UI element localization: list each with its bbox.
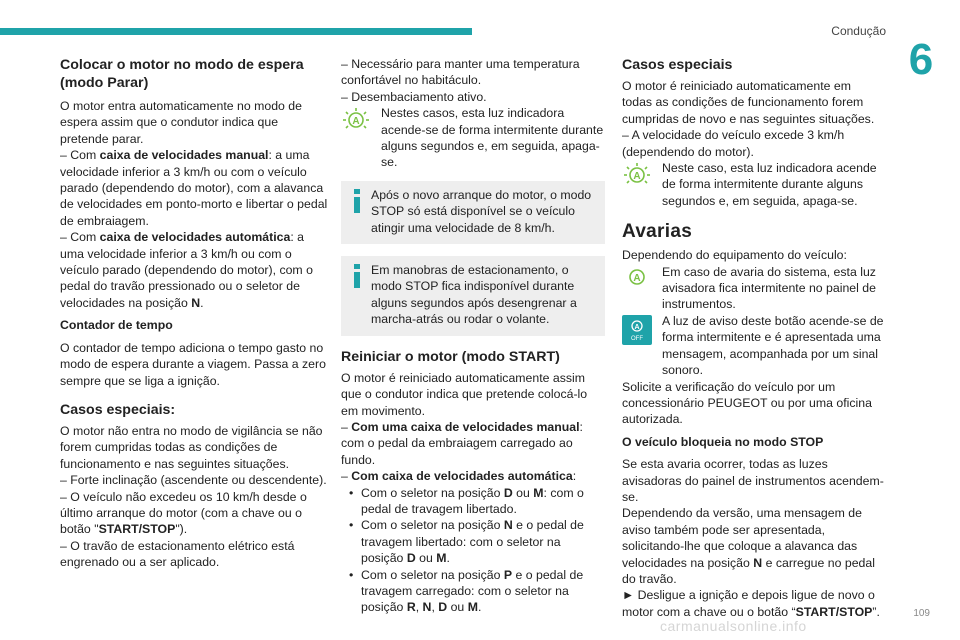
paragraph-time-counter: O contador de tempo adiciona o tempo gasto no modo de espera durante a viagem. Passa a zero sempre que se liga a ignição. (60, 340, 326, 388)
indicator-note-1: A Nestes casos, esta luz indicadora acende-se de forma intermitente durante alguns segundos e, em seguida, apaga-se. (341, 105, 605, 171)
svg-text:A: A (352, 116, 360, 128)
heading-restart: Reiniciar o motor (modo START) (341, 348, 560, 365)
svg-text:A: A (633, 272, 641, 284)
svg-text:A: A (634, 323, 640, 331)
section-title: Condução (831, 24, 886, 38)
paragraph-equipment: Dependendo do equipamento do veículo: (622, 248, 847, 263)
column-2 (341, 56, 605, 616)
paragraph-restart-conditions: O motor é reiniciado automaticamente em todas as condições de funcionamento forem cumpridas de novo e nas seguintes situações. (622, 79, 875, 126)
restart-manual: – Com uma caixa de velocidades manual: com o pedal da embraiagem carregado ao fundo. (341, 419, 583, 467)
auto-a-indicator-icon (341, 107, 371, 135)
stop-start-off-button-icon (622, 315, 652, 349)
paragraph-locked-2: Dependendo da versão, uma mensagem de aviso também pode ser apresentada, solicitando-lhe que coloque a alavanca das velocidades na posição N e carregue no pedal do travão. (622, 506, 875, 586)
special-case-slope: – Forte inclinação (ascendente ou descendente). (60, 473, 327, 488)
auto-a-warning-icon (622, 266, 652, 292)
restart-bullet-3: • Com o seletor na posição P e o pedal de travagem carregado: com o seletor na posição R, N, D ou M. (349, 567, 584, 615)
special-case-parking-brake: – O travão de estacionamento elétrico está engrenado ou a ser aplicado. (60, 538, 295, 570)
special-case-speed-exceeds: – A velocidade do veículo excede 3 km/h (dependendo do motor). (622, 128, 845, 159)
chapter-number: 6 (908, 35, 934, 84)
column-1 (60, 56, 328, 571)
watermark: carmanualsonline.info (660, 618, 807, 634)
auto-a-indicator-icon (622, 162, 652, 190)
heading-faults: Avarias (622, 221, 693, 243)
paragraph-dealer-check: Solicite a verificação do veículo por um concessionário PEUGEOT ou por uma oficina autorizada. (622, 379, 872, 427)
paragraph-special-intro: O motor não entra no modo de vigilância se não forem cumpridas todas as condições de funcionamento e nas seguintes situações. (60, 423, 323, 471)
paragraph-restart-intro: O motor é reiniciado automaticamente assim que o condutor indica que pretende colocá-lo em movimento. (341, 370, 588, 418)
fault-note-1: A Em caso de avaria do sistema, esta luz avisadora fica intermitente no painel de instrumentos. (622, 264, 884, 313)
info-icon (353, 189, 361, 217)
info-box-parking: Em manobras de estacionamento, o modo STOP fica indisponível durante alguns segundos após desengrenar a marcha-atrás ou rodar o volante. (341, 256, 605, 336)
heading-locked-stop: O veículo bloqueia no modo STOP (622, 434, 824, 449)
heading-special-cases-2: Casos especiais (622, 57, 733, 73)
paragraph-standby-intro: O motor entra automaticamente no modo de espera assim que o condutor indica que pretende parar. (60, 99, 302, 146)
case-comfort-temperature: – Necessário para manter uma temperatura confortável no habitáculo. (341, 57, 580, 88)
heading-special-cases-1: Casos especiais: (60, 401, 176, 418)
paragraph-locked-1: Se esta avaria ocorrer, todas as luzes avisadoras do painel de instrumentos acendem-se. (622, 457, 884, 504)
info-box-stop-availability: Após o novo arranque do motor, o modo STOP só está disponível se o veículo atingir uma velocidade de 8 km/h. (341, 181, 605, 244)
indicator-note-2: A Neste caso, esta luz indicadora acende de forma intermitente durante alguns segundos e, em seguida, apaga-se. (622, 160, 884, 209)
paragraph-auto-gearbox: – Com caixa de velocidades automática: a uma velocidade inferior a 3 km/h ou com o veículo parado (dependendo do motor), com o pedal do travão pressionado ou o seletor de velocidades na posição N. (60, 230, 313, 310)
special-case-speed: – O veículo não excedeu os 10 km/h desde o último arranque do motor (com a chave ou o botão "START/STOP"). (60, 489, 307, 537)
restart-bullet-1: • Com o seletor na posição D ou M: com o pedal de travagem libertado. (349, 485, 584, 516)
svg-text:A: A (633, 171, 641, 183)
paragraph-locked-3: ► Desligue a ignição e depois ligue de novo o motor com a chave ou o botão “START/STOP”. (622, 588, 880, 619)
header-accent-bar (0, 28, 472, 35)
heading-time-counter: Contador de tempo (60, 318, 173, 333)
restart-auto: – Com caixa de velocidades automática: (341, 469, 577, 484)
restart-bullet-2: • Com o seletor na posição N e o pedal de travagem libertado: com o seletor na posição D ou M. (349, 518, 584, 566)
fault-note-2: A OFF A luz de aviso deste botão acende-se de forma intermitente e é apresentada uma mensagem, acompanhada por um sinal sonoro. (622, 313, 884, 379)
page-number: 109 (913, 608, 930, 619)
paragraph-manual-gearbox: – Com caixa de velocidades manual: a uma velocidade inferior a 3 km/h ou com o veículo parado (dependendo do motor), com a alavanca de velocidades em ponto-morto e libertar o pedal de embraiagem. (60, 148, 328, 228)
info-icon (353, 264, 361, 292)
heading-standby: Colocar o motor no modo de espera (modo Parar) (60, 57, 304, 91)
svg-text:OFF: OFF (631, 335, 643, 342)
column-3 (622, 56, 884, 620)
case-demisting: – Desembaciamento ativo. (341, 89, 487, 104)
